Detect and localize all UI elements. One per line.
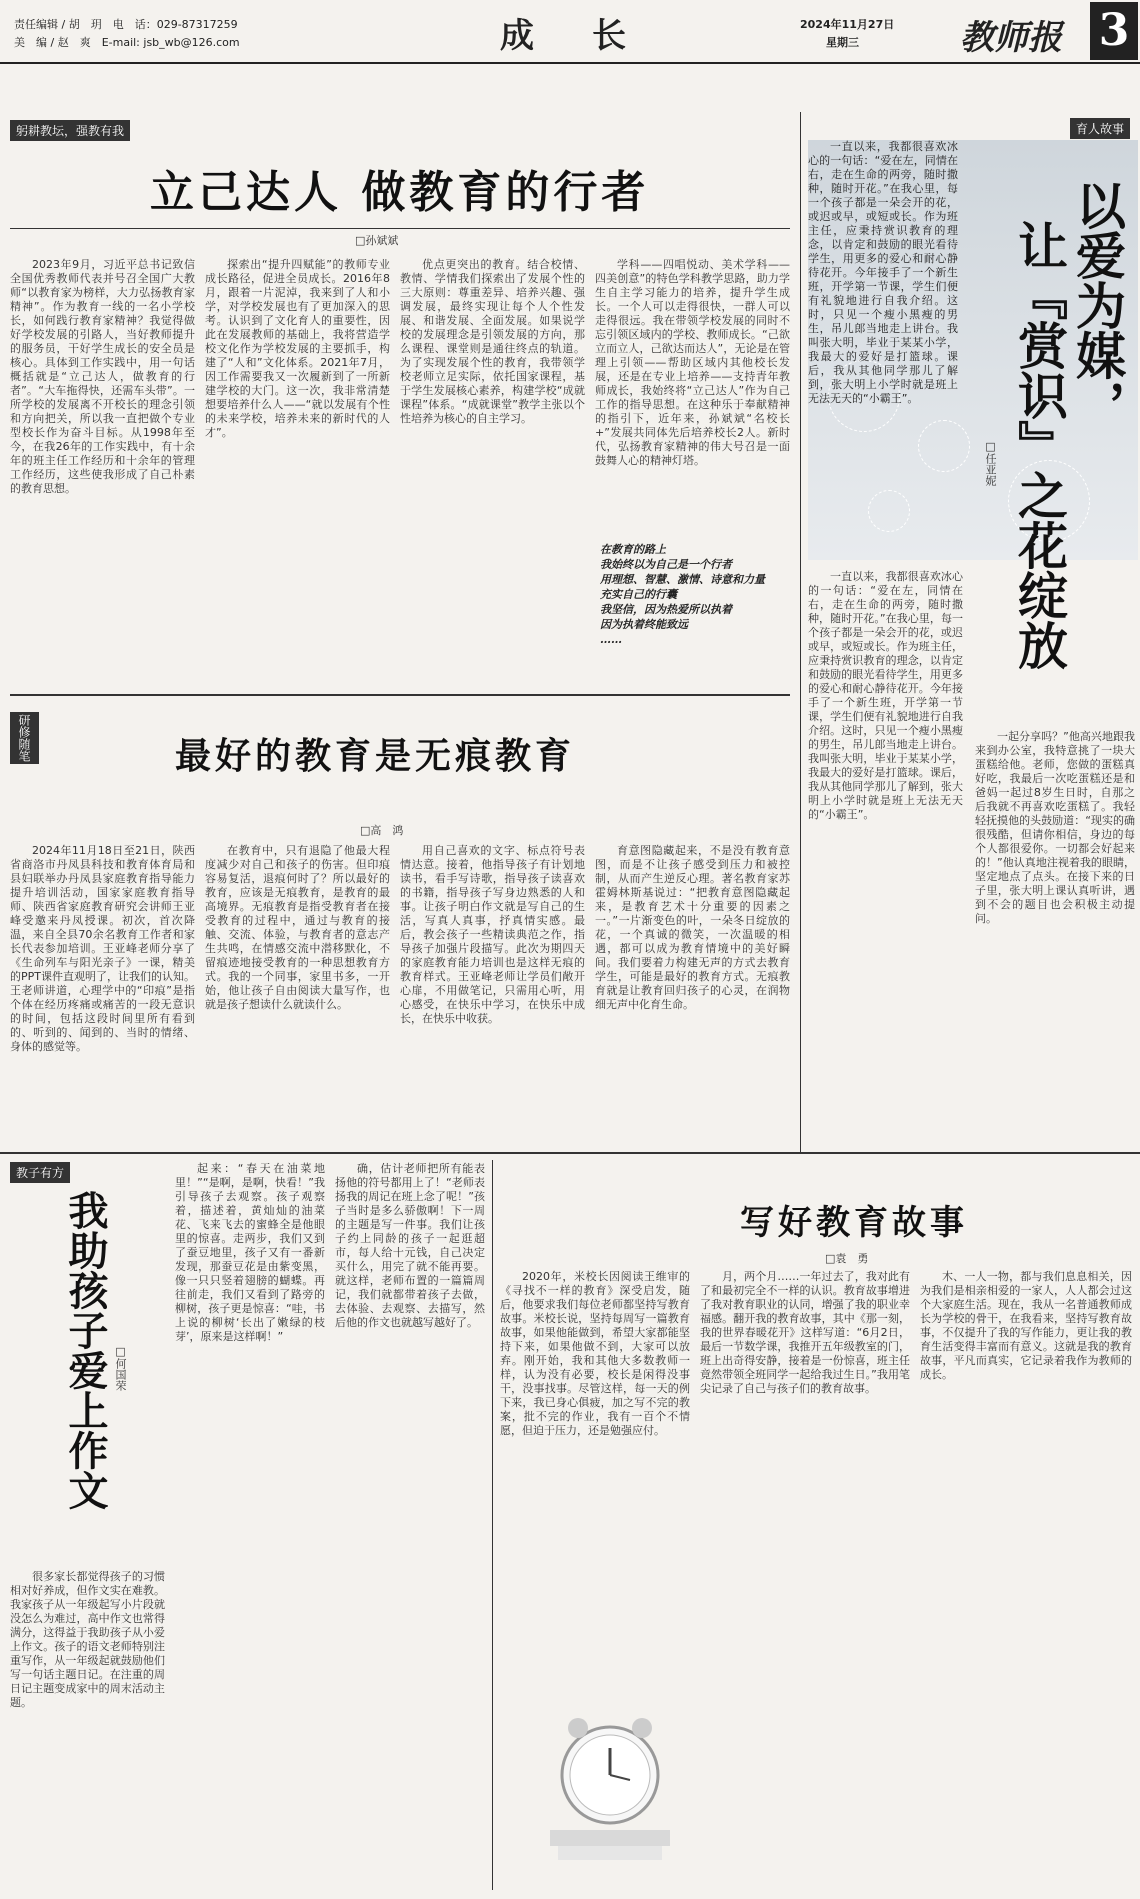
article2-byline: □高 鸿: [360, 824, 404, 837]
column-tag-2: 研修随笔: [10, 712, 39, 764]
article2-col-3: 用自己喜欢的文字、标点符号表情达意。接着，他指导孩子有计划地读书，看手写诗歌，指导孩子读喜欢的书籍，指导孩子写身边熟悉的人和事。让孩子明白作文就是写自己的生活，写真人真事，抒真情实感。最后，教会孩子一些精读典范之作，指导孩子加强片段描写。此次为期四天的家庭教育能力培训也是这样无痕的教育样式。王亚峰老师让学员们敞开心扉，不用做笔记，只需用心听，用心感受，在快乐中学习，在快乐中成长，在快乐中收获。: [400, 844, 585, 1025]
article4-title: 我助孩子爱上作文: [62, 1190, 109, 1510]
article5-col-2: 月，两个月……一年过去了，我对此有了和最初完全不一样的认识。教育故事增进了我对教育职业的认同，增强了我的职业幸福感。翻开我的教育故事，其中《那一刻，我的世界春暖花开》这样写道：“6月2日，最后一节数学课，我推开五年级教室的门，班上出奇得安静，接着是一份惊喜，班主任竟然带领全班同学一起给我过生日。”我用笔尖记录了自己与孩子们的教育故事。: [700, 1270, 910, 1395]
article4-byline: □何国荣: [114, 1345, 127, 1391]
article2-col-2: 在教育中，只有退隐了他最大程度减少对自己和孩子的伤害。但印痕容易复活，退痕何时了？所以最好的教育，应该是无痕教育，是教育的最高境界。无痕教育是指受教育者在接受教育的过程中，通过与教育的接触、交流、体验，与教育者的意志产生共鸣，在情感交流中潜移默化，不留痕迹地接受教育的一种思想教育方式。我的一个同事，家里书多，一开始，他让孩子自由阅读大量写作，也就是孩子想读什么就读什么。: [205, 844, 390, 1011]
article1-col-4: 学科——四唱悦动、美术学科——四美创意”的特色学科教学思路，助力学生自主学习能力的培养，提升学生成长。一个人可以走得很快，一群人可以走得很远。我在带领学校发展的同时不忘引领区域内的学校、教师成长。“己欲立而立人，己欲达而达人”，无论是在管理上引领——帮助区域内其他校长发展，还是在专业上培养——支持青年教师成长，我始终将“立己达人”作为自己工作的指导思想。在这种乐于奉献精神的指引下，近年来，孙斌斌“名校长+”发展共同体先后培养校长2人。新时代，弘扬教育家精神的伟大号召是一面鼓舞人心的精神灯塔。: [595, 258, 790, 467]
page-header: [0, 0, 1140, 64]
article1-title: 立己达人 做教育的行者: [150, 167, 650, 218]
article1-poem: 在教育的路上 我始终以为自己是一个行者 用理想、智慧、激情、诗意和力量 充实自己的行囊 我坚信，因为热爱所以执着 因为执着终能致远 ……: [600, 543, 765, 646]
column-tag-4: 教子有方: [10, 1162, 70, 1183]
page-number: 3: [1090, 2, 1138, 60]
divider: [0, 1152, 1140, 1154]
article5-title: 写好教育故事: [740, 1203, 968, 1243]
article2-col-1: 2024年11月18日至21日，陕西省商洛市丹凤县科技和教育体育局和县妇联举办丹凤县家庭教育指导能力提升培训活动，国家家庭教育指导师、陕西省家庭教育研究会讲师王亚峰受邀来丹凤授课。初次，首次降温，来自全县70余名教育工作者和家长代表参加培训。王亚峰老师分享了《生命列车与阳光亲子》一课，精美的PPT课件直观明了，让我们的认知。王老师讲道，心理学中的“印痕”是指个体在经历疼痛或痛苦的一段无意识的时间，包括这段时间里所有看到的、听到的、闻到的、当时的情绪、身体的感觉等。: [10, 844, 195, 1053]
article1-col-2: 探索出“提升四赋能”的教师专业成长路径，促进全员成长。2016年8月，跟着一片泥淖，我来到了人和小学，对学校发展也有了更加深入的思考。认识到了文化育人的重要性，因此在发展教师的基础上，我将营造学校文化作为学校发展的主要抓手，构建了“人和”文化体系。2021年7月，因工作需要我又一次履新到了一所新建学校的大门。这一次，我非常清楚想要培养什么人——“就以发展有个性的未来学校，培养未来的新时代的人才”。: [205, 258, 390, 439]
article3-col-2: 一直以来，我都很喜欢冰心的一句话：“爱在左，同情在右，走在生命的两旁，随时撒种，随时开花。”在我心里，每一个孩子都是一朵会开的花，或迟或早，或短或长。作为班主任，应秉持赏识教育的理念，以肯定和鼓励的眼光看待学生，用更多的爱心和耐心静待花开。今年接手了一个新生班，开学第一节课，学生们便有礼貌地进行自我介绍。这时，只见一个瘦小黑瘦的男生，吊儿郎当地走上讲台。我叫张大明，毕业于某某小学，我最大的爱好是打篮球。课后，我从其他同学那儿了解到，张大明上小学时就是班上无法无天的“小霸王”。: [808, 570, 963, 821]
editor-line: 责任编辑 / 胡 玥 电 话：029-87317259: [14, 18, 238, 31]
article2-col-4: 育意图隐藏起来，不是没有教育意图，而是不让孩子感受到压力和被控制，从而产生逆反心理。著名教育家苏霍姆林斯基说过：“把教育意图隐藏起来，是教育艺术十分重要的因素之一。”一片渐变色的叶，一朵冬日绽放的花，一个真诚的微笑，一次温暖的相遇，都可以成为教育情境中的美好瞬间。我们要着力构建无声的方式去教育学生，可能是最好的教育方式。无痕教育就是让教育回归孩子的心灵，在润物细无声中化育生命。: [595, 844, 790, 1011]
issue-date: 2024年11月27日: [800, 18, 895, 31]
article4-col-1: 很多家长都觉得孩子的习惯相对好养成，但作文实在难教。我家孩子从一年级起写小片段就没怎么为难过，高中作文也常得满分，这得益于我助孩子从小爱上作文。孩子的语文老师特别注重写作，从一年级起就鼓励他们写一句话主题日记。在注重的周日记主题变成家中的周末活动主题。: [10, 1570, 165, 1709]
column-tag-3: 育人故事: [1070, 118, 1130, 139]
article3-col-3: 一起分享吗？”他高兴地跟我来到办公室，我特意挑了一块大蛋糕给他。老师，您做的蛋糕真好吃，我最后一次吃蛋糕还是和爸妈一起过8岁生日时，自那之后我就不再喜欢吃蛋糕了。我轻轻抚摸他的头鼓励道：“现实的确很残酷，但请你相信，身边的每个人都很爱你。一切都会好起来的！”他认真地注视着我的眼睛，坚定地点了点头。在接下来的日子里，张大明上课认真听讲，遇到不会的题目也会积极主动提问。: [975, 730, 1135, 925]
paper-logo: 教师报: [960, 18, 1062, 58]
divider: [800, 112, 801, 1152]
article3-byline: □任亚妮: [984, 440, 997, 486]
article5-byline: □袁 勇: [825, 1252, 869, 1265]
column-tag-1: 躬耕教坛，强教有我: [10, 120, 130, 141]
article3-col-1a: 一直以来，我都很喜欢冰心的一句话：“爱在左，同情在右，走在生命的两旁，随时撒种，随时开花。”在我心里，每一个孩子都是一朵会开的花，或迟或早，或短或长。作为班主任，应秉持赏识教育的理念，以肯定和鼓励的眼光看待学生，用更多的爱心和耐心静待花开。今年接手了一个新生班，开学第一节课，学生们便有礼貌地进行自我介绍。这时，只见一个瘦小黑瘦的男生，吊儿郎当地走上讲台。我叫张大明，毕业于某某小学，我最大的爱好是打篮球。课后，我从其他同学那儿了解到，张大明上小学时就是班上无法无天的“小霸王”。: [808, 140, 958, 405]
section-title: 成 长: [500, 16, 638, 56]
article3-title-line-1: 以爱为媒，: [1068, 180, 1127, 430]
article4-col-3: 确，估计老师把所有能表扬他的符号都用上了！“老师表扬我的周记在班上念了呢！”孩子当时是多么骄傲啊！下一周的主题是写一件事。我们让孩子约上同龄的孩子一起逛超市，每人给十元钱，自己决定买什么，用完了就不能再要。就这样，老师布置的一篇篇周记，我们就都带着孩子去做，去体验、去观察、去描写，然后他的作文也就越写越好了。: [335, 1162, 485, 1329]
designer-line: 美 编 / 赵 爽 E-mail: jsb_wb@126.com: [14, 36, 240, 49]
divider: [10, 228, 790, 229]
article5-col-3: 木、一人一物，都与我们息息相关，因为我们是相亲相爱的一家人，人人都会过这个大家庭生活。现在，我从一名普通教师成长为学校的骨干，在我看来，坚持写教育故事，不仅提升了我的写作能力，更让我的教育生活变得丰富而有意义。这就是我的教育故事，平凡而真实，它记录着我作为教师的成长。: [920, 1270, 1132, 1381]
article3-title-line-2: 让『赏识』之花绽放: [1010, 220, 1069, 670]
article1-col-3: 优点更突出的教育。结合校情、教情、学情我们探索出了发展个性的三大原则：尊重差异、培养兴趣、强调发展，最终实现让每个人个性发展、和谐发展、全面发展。如果说学校的发展理念是引领发展的方向，那么课程、课堂则是通往终点的轨道。为了实现发展个性的教育，我带领学校老师立足实际，依托国家课程，基于学生发展核心素养，构建学校“成就课程”体系。“成就课堂”教学主张以个性培养为核心的自主学习。: [400, 258, 585, 425]
divider: [10, 694, 790, 696]
divider: [492, 1160, 493, 1890]
issue-weekday: 星期三: [826, 36, 859, 49]
article4-col-2: 起来：“春天在油菜地里！”“是啊，是啊，快看！”我引导孩子去观察。孩子观察着，描述着，黄灿灿的油菜花、飞来飞去的蜜蜂全是他眼里的惊喜。走两步，我们又到了蚕豆地里，孩子又有一番新发现，那蚕豆花是由紫变黑，像一只只竖着翅膀的蝴蝶。再往前走，我们又看到了路旁的柳树，孩子更是惊喜：“哇，书上说的柳树‘长出了嫩绿的枝芽’，原来是这样啊！”: [175, 1162, 325, 1343]
clock-icon: [540, 1680, 680, 1880]
article5-col-1: 2020年，米校长因阅读王维审的《寻找不一样的教育》深受启发，随后，他要求我们每位老师都坚持写教育故事。米校长说，坚持每周写一篇教育故事，如果他能做到，希望大家都能坚持下来，如果他做不到，大家可以放弃。刚开始，我和其他大多数教师一样，认为没有必要，校长是闲得没事干，没事找事。尽管这样，每一天的例下来，我已身心俱疲，加之写不完的教案，批不完的作业，我有一百个不情愿，但迫于压力，还是勉强应付。: [500, 1270, 690, 1437]
article1-byline: □孙斌斌: [355, 234, 399, 247]
alarm-clock-illustration: [540, 1680, 680, 1880]
article1-col-1: 2023年9月，习近平总书记致信全国优秀教师代表并号召全国广大教师“以教育家为榜样，大力弘扬教育家精神”。作为教育一线的一名小学校长，如何践行教育家精神？我觉得做好学校发展的引路人，当好教师提升的服务员，干好学生成长的安全员是核心。具体到工作实践中，用一句话概括就是“立己达人，做教育的行者”。“大车拖得快，还需车头带”。一所学校的发展离不开校长的理念引领和方向把关，所以我一直把做个专业型校长作为奋斗目标。从1998年至今，在我26年的工作实践中，有十余年的班主任工作经历和十余年的管理工作经历，这些使我形成了自己朴素的教育思想。: [10, 258, 195, 495]
article2-title: 最好的教育是无痕教育: [175, 735, 576, 777]
